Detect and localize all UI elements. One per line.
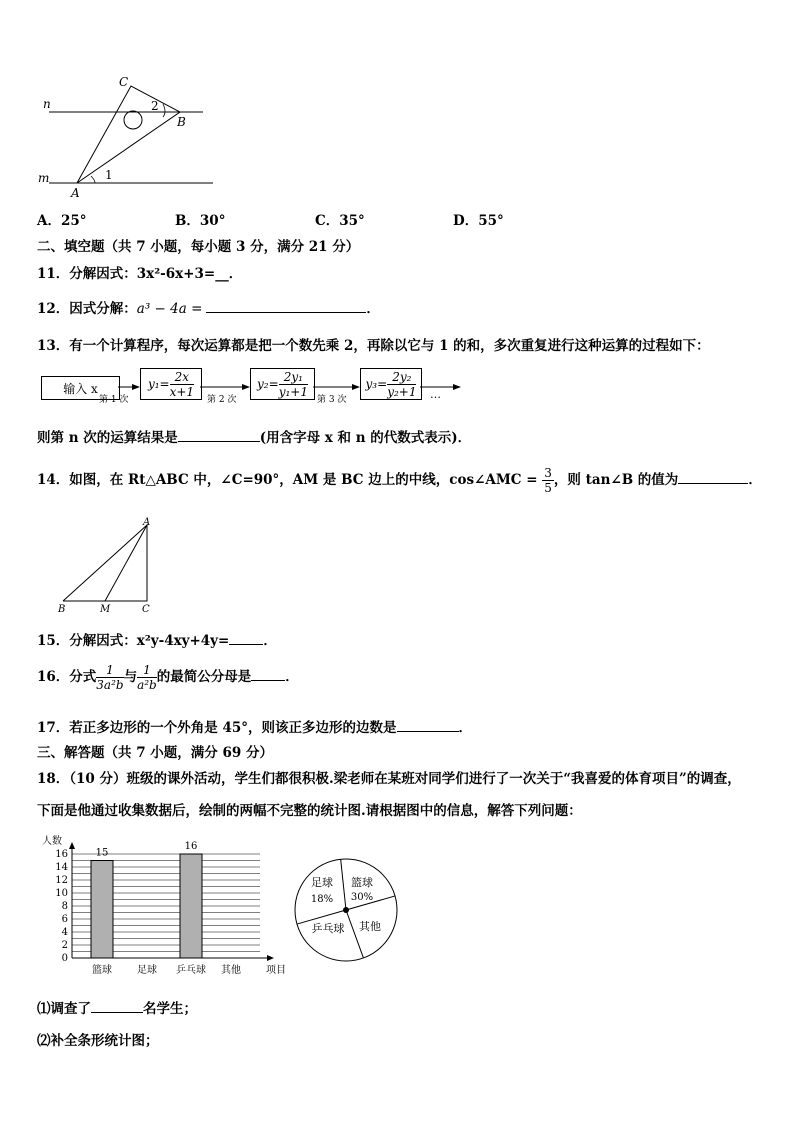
bar-chart <box>38 832 288 982</box>
parallel-lines-figure <box>35 72 225 202</box>
y-tick-label: 14 <box>55 862 68 873</box>
data-label: 16 <box>184 841 198 852</box>
label-b: B <box>58 604 66 615</box>
pie-center <box>343 907 349 913</box>
label-m: m <box>38 171 50 185</box>
pie-slice-percent: 18% <box>310 894 334 905</box>
label-a: A <box>71 186 80 200</box>
label-angle-1: 1 <box>105 168 113 182</box>
x-tick-label: 乒乓球 <box>176 965 206 976</box>
answer-blank-17 <box>397 718 459 732</box>
option-b: B．30° <box>175 213 226 229</box>
section-2-heading: 二、填空题（共 7 小题，每小题 3 分，满分 21 分） <box>37 239 360 255</box>
option-c: C．35° <box>315 213 365 229</box>
y-tick-label: 2 <box>61 940 68 951</box>
y-tick-label: 10 <box>55 888 68 899</box>
answer-blank-16 <box>251 667 285 681</box>
y-tick-label: 16 <box>55 849 68 860</box>
flow-input-box: 输入 x <box>41 376 120 400</box>
question-18-line-1: 18．（10 分）班级的课外活动，学生们都很积极.梁老师在某班对同学们进行了一次关于“我喜爱的体育项目”的调查， <box>37 771 741 787</box>
question-16: 16．分式 $\frac{1}{\text{3a²b}}$ 与 $\frac{1}{\text{a²b}}$ 的最简公分母是 ． <box>37 663 299 692</box>
option-d: D．55° <box>453 213 504 229</box>
question-18-line-2: 下面是他通过收集数据后，绘制的两幅不完整的统计图.请根据图中的信息，解答下列问题： <box>37 803 582 819</box>
question-17: 17．若正多边形的一个外角是 45°，则该正多边形的边数是 ． <box>37 720 473 736</box>
question-12: 12．因式分解：a³ − 4a = ． <box>37 301 380 317</box>
pie-slice-percent: 30% <box>350 892 374 903</box>
label-angle-2: 2 <box>151 99 159 113</box>
bar <box>180 854 202 958</box>
flow-label-3: 第 3 次 <box>317 395 347 405</box>
question-18-sub-1: ⑴调查了 名学生； <box>37 1001 197 1017</box>
flow-step-box-3: y₃= $\frac{\text{2y₂}}{\text{y₂+1}}$ <box>360 368 422 400</box>
y-tick-label: 4 <box>61 927 68 938</box>
y-axis-arrow <box>69 842 75 849</box>
answer-blank-13 <box>178 428 260 442</box>
pie-slice-label: 乒乓球 <box>311 922 345 935</box>
y-axis-label: 人数 <box>42 836 62 847</box>
label-c: C <box>119 75 129 89</box>
q12-expression: a³ − 4a = <box>136 301 203 317</box>
pie-slice-label: 篮球 <box>351 876 373 889</box>
x-tick-label: 足球 <box>137 965 157 976</box>
y-tick-label: 0 <box>61 953 68 964</box>
flow-step-box-1: y₁= $\frac{2x}{x+1}$ <box>140 368 202 400</box>
label-b: B <box>177 115 186 129</box>
y-tick-label: 8 <box>61 901 68 912</box>
question-11: 11．分解因式：3x²-6x+3=__． <box>37 266 243 282</box>
flow-label-2: 第 2 次 <box>207 395 237 405</box>
flow-dots: … <box>430 388 441 401</box>
section-3-heading: 三、解答题（共 7 小题，满分 69 分） <box>37 745 273 761</box>
x-tick-label: 篮球 <box>92 965 112 976</box>
label-n: n <box>43 97 51 111</box>
x-axis-arrow <box>267 955 274 961</box>
question-13: 13．有一个计算程序，每次运算都是把一个数先乘 2，再除以它与 1 的和，多次重复进行这种运算的过程如下： <box>37 338 710 354</box>
pie-chart <box>290 858 402 970</box>
question-18-sub-2: ⑵补全条形统计图； <box>37 1033 159 1049</box>
y-tick-label: 12 <box>55 875 68 886</box>
right-triangle-figure <box>55 515 165 615</box>
question-15: 15．分解因式：x²y-4xy+4y= ． <box>37 633 277 649</box>
answer-blank-18-1 <box>91 999 143 1013</box>
answer-blank-12 <box>206 299 366 313</box>
flow-label-1: 第 1 次 <box>99 395 129 405</box>
answer-blank-15 <box>229 631 263 645</box>
x-axis-label: 项目 <box>266 965 286 976</box>
option-a: A．25° <box>37 213 87 229</box>
question-13-answer-line: 则第 n 次的运算结果是 (用含字母 x 和 n 的代数式表示)． <box>37 430 472 446</box>
y-tick-label: 6 <box>61 914 68 925</box>
x-tick-label: 其他 <box>221 965 241 976</box>
flow-step-box-2: y₂= $\frac{\text{2y₁}}{\text{y₁+1}}$ <box>250 368 315 400</box>
answer-blank-14 <box>678 470 748 484</box>
question-14: 14．如图，在 Rt△ABC 中，∠C=90°，AM 是 BC 边上的中线，cos∠AMC = $\frac{3}{5}$ ，则 tan∠B 的值为 ． <box>37 466 762 495</box>
label-c: C <box>142 604 150 615</box>
pie-slice-label: 其他 <box>359 920 381 933</box>
label-m: M <box>100 604 111 615</box>
pie-slice-label: 足球 <box>311 876 333 889</box>
bar <box>91 861 113 959</box>
label-a: A <box>143 517 151 528</box>
data-label: 15 <box>95 847 109 859</box>
